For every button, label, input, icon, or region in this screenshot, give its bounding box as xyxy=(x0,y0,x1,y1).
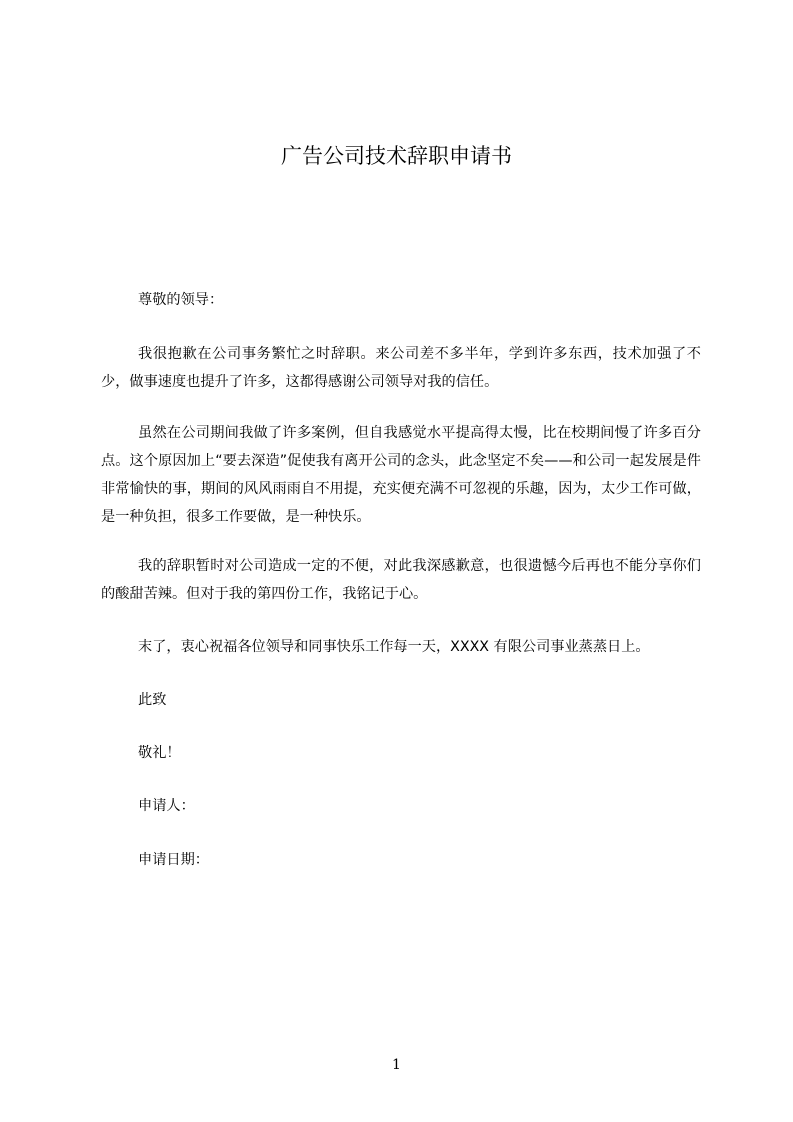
page-number: 1 xyxy=(392,1057,401,1073)
body-paragraph-3: 我的辞职暂时对公司造成一定的不便，对此我深感歉意，也很遗憾今后再也不能分享你们的酸甜苦辣。但对于我的第四份工作，我铭记于心。 xyxy=(101,558,701,602)
salutation: 尊敬的领导： xyxy=(138,292,224,308)
closing-wish: 末了，衷心祝福各位领导和同事快乐工作每一天，XXXX 有限公司事业蒸蒸日上。 xyxy=(138,639,650,655)
body-paragraph-2: 虽然在公司期间我做了许多案例，但自我感觉水平提高得太慢，比在校期间慢了许多百分点。这个原因加上“要去深造”促使我有离开公司的念头，此念坚定不矣——和公司一起发展是件非常愉快的事，期间的风风雨雨自不用提，充实便充满不可忽视的乐趣，因为，太少工作可做，是一种负担，很多工作要做，是一种快乐。 xyxy=(101,425,701,525)
date-label: 申请日期： xyxy=(138,852,209,868)
document-title: 广告公司技术辞职申请书 xyxy=(281,144,512,168)
regards: 敬礼！ xyxy=(138,745,181,761)
closing-phrase: 此致 xyxy=(138,692,167,708)
applicant-label: 申请人： xyxy=(138,798,195,814)
body-paragraph-1: 我很抱歉在公司事务繁忙之时辞职。来公司差不多半年，学到许多东西，技术加强了不少，做事速度也提升了许多，这都得感谢公司领导对我的信任。 xyxy=(101,346,701,390)
